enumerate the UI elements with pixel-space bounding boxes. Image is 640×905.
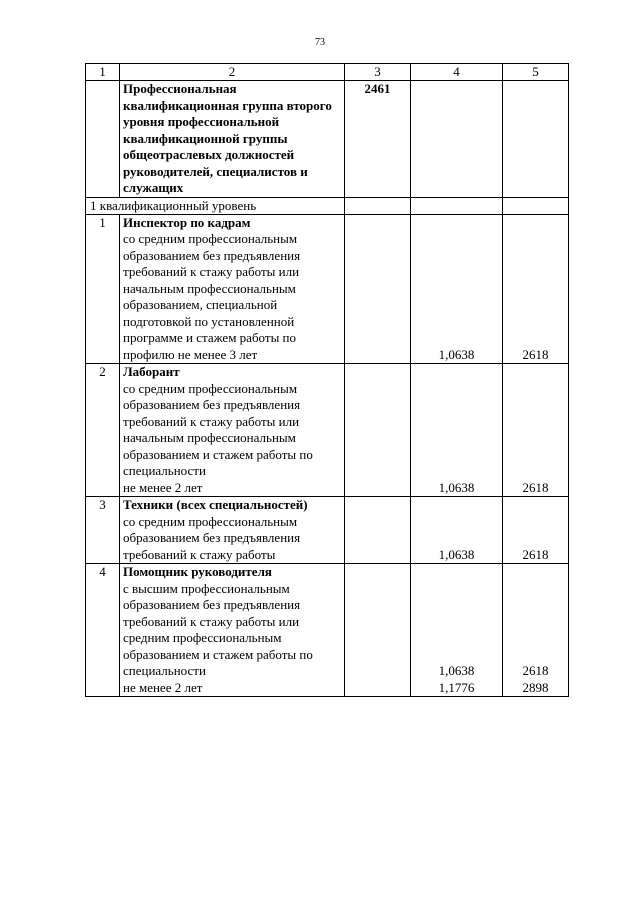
coefficient-cell — [411, 364, 503, 497]
salary-cell — [503, 497, 569, 564]
coefficient-value: 1,1776 — [438, 679, 475, 695]
position-title: Лаборант — [123, 364, 180, 379]
coefficient-value: 1,0638 — [438, 663, 475, 678]
salary-value: 2618 — [522, 546, 549, 562]
header-cell: 4 — [411, 64, 503, 81]
row-number: 2 — [86, 364, 120, 497]
header-row — [86, 64, 569, 81]
position-requirements: со средним профессиональным образованием без предъявления требований к стажу работы — [123, 513, 301, 562]
position-requirements: со средним профессиональным образованием без предъявления требований к стажу работы или начальным профессиональным образованием, специальной подготовкой по установленной программе и стажем работы по профилю не менее 3 лет — [123, 231, 301, 362]
table-row — [86, 497, 569, 564]
group-row — [86, 81, 569, 198]
row-number: 4 — [86, 564, 120, 697]
level-label: 1 квалификационный уровень — [86, 197, 345, 214]
position-requirements: с высшим профессиональным образованием без предъявления требований к стажу работы или средним профессиональным образованием и стажем работы по специальности не менее 2 лет — [123, 580, 313, 695]
position-title: Техники (всех специальностей) — [123, 497, 308, 512]
salary-cell — [503, 564, 569, 697]
header-cell: 5 — [503, 64, 569, 81]
position-requirements: со средним профессиональным образованием без предъявления требований к стажу работы или начальным профессиональным образованием и стажем работы по специальности не менее 2 лет — [123, 380, 313, 495]
salary-table — [85, 63, 569, 697]
group-title: Профессиональная квалификационная группа второго уровня профессиональной квалификационной группы общеотраслевых должностей руководителей, специалистов и служащих — [120, 81, 345, 198]
coefficient-value: 1,0638 — [438, 546, 475, 562]
coefficient-value: 1,0638 — [438, 479, 475, 495]
salary-cell — [503, 214, 569, 364]
row-number: 1 — [86, 214, 120, 364]
table-row — [86, 364, 569, 497]
header-cell: 1 — [86, 64, 120, 81]
group-code: 2461 — [345, 81, 411, 198]
salary-value: 2618 — [522, 479, 549, 495]
coefficient-cell — [411, 214, 503, 364]
position-cell — [120, 214, 345, 364]
position-title: Помощник руководителя — [123, 564, 272, 579]
position-cell — [120, 364, 345, 497]
position-cell — [120, 564, 345, 697]
coefficient-cell — [411, 564, 503, 697]
table-row — [86, 564, 569, 697]
level-row — [86, 197, 569, 214]
salary-value: 2618 — [522, 346, 549, 362]
page-number: 73 — [315, 37, 325, 48]
position-cell — [120, 497, 345, 564]
salary-cell — [503, 364, 569, 497]
coefficient-cell — [411, 497, 503, 564]
salary-value: 2618 — [522, 663, 549, 678]
salary-value: 2898 — [522, 679, 549, 695]
header-cell: 2 — [120, 64, 345, 81]
position-title: Инспектор по кадрам — [123, 214, 251, 230]
coefficient-value: 1,0638 — [438, 346, 475, 362]
table-row — [86, 214, 569, 364]
row-number: 3 — [86, 497, 120, 564]
header-cell: 3 — [345, 64, 411, 81]
